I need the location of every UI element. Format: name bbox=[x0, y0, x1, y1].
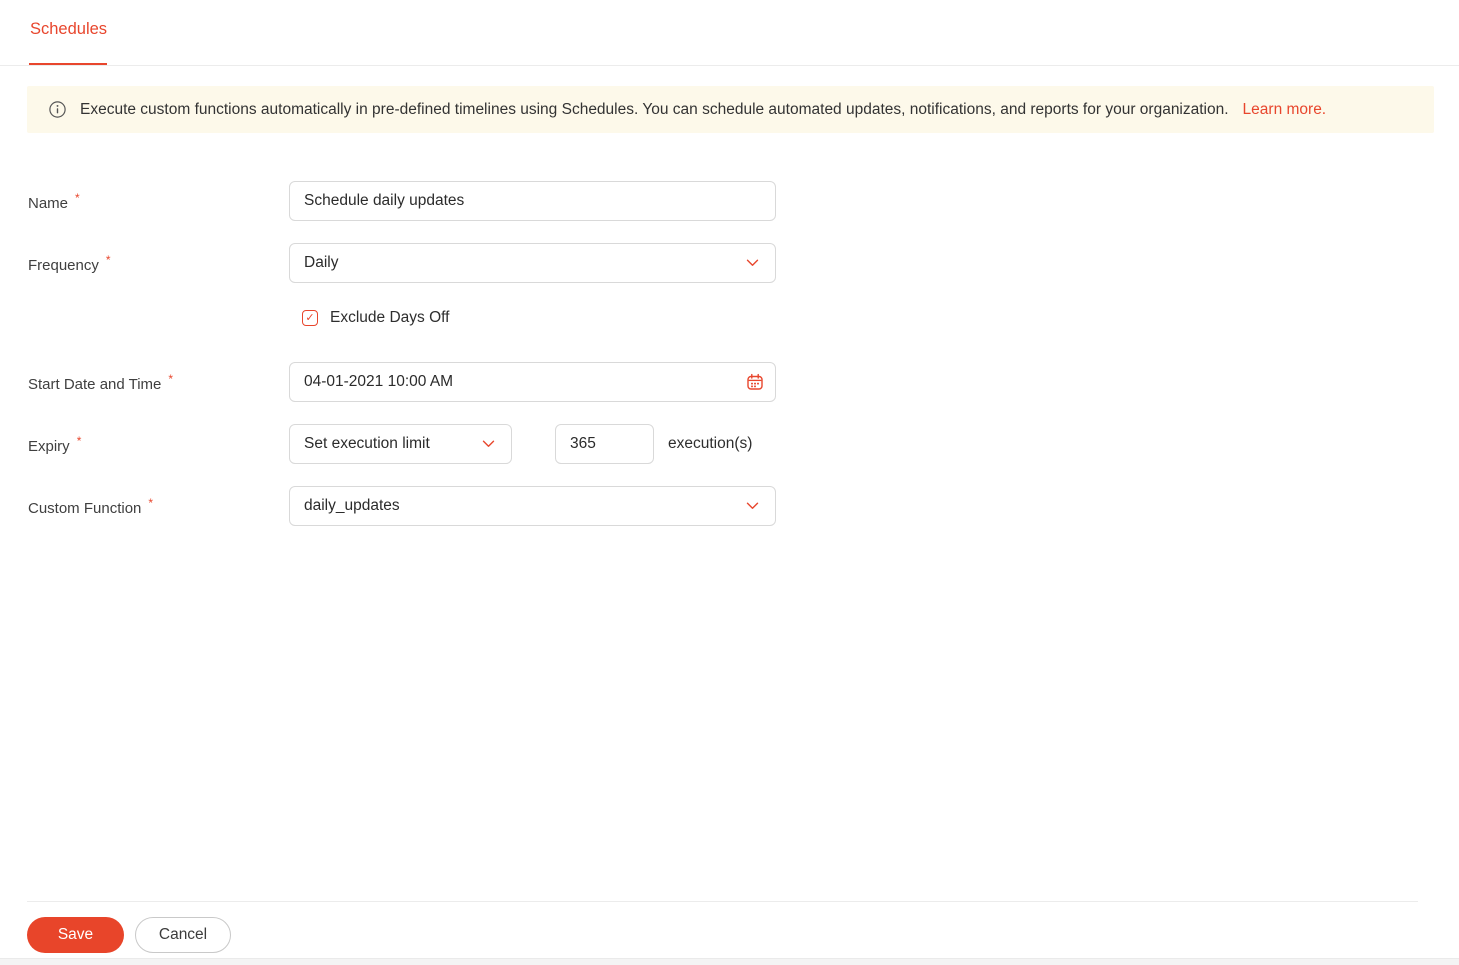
name-row bbox=[28, 181, 1428, 221]
save-button[interactable]: Save bbox=[27, 917, 124, 953]
checkbox-check-icon: ✓ bbox=[305, 311, 315, 324]
expiry-label: Expiry bbox=[28, 437, 70, 455]
frequency-selected-value: Daily bbox=[304, 254, 339, 271]
required-asterisk: * bbox=[148, 495, 154, 510]
exclude-days-off-row bbox=[28, 305, 1428, 331]
expiry-type-selected-value: Set execution limit bbox=[304, 435, 430, 452]
custom-function-select[interactable] bbox=[289, 486, 776, 526]
bottom-edge-strip bbox=[0, 958, 1459, 965]
expiry-label-cell bbox=[28, 434, 289, 455]
required-asterisk: * bbox=[76, 433, 82, 448]
start-date-label: Start Date and Time bbox=[28, 375, 162, 393]
custom-function-selected-value: daily_updates bbox=[304, 497, 400, 514]
footer-buttons bbox=[27, 917, 231, 953]
active-tab-underline bbox=[29, 63, 107, 65]
start-date-input-wrap bbox=[289, 362, 776, 402]
footer-divider bbox=[27, 901, 1418, 902]
exclude-days-off-label[interactable]: Exclude Days Off bbox=[330, 309, 450, 326]
info-banner bbox=[27, 86, 1434, 133]
name-input[interactable] bbox=[289, 181, 776, 221]
start-date-label-cell bbox=[28, 372, 289, 393]
info-icon bbox=[49, 101, 66, 118]
tab-bar bbox=[0, 0, 1459, 66]
start-date-input[interactable] bbox=[289, 362, 776, 402]
required-asterisk: * bbox=[168, 371, 174, 386]
learn-more-link[interactable]: Learn more. bbox=[1242, 100, 1327, 118]
calendar-icon[interactable] bbox=[746, 373, 764, 391]
custom-function-row bbox=[28, 486, 1428, 526]
frequency-select[interactable] bbox=[289, 243, 776, 283]
start-date-row bbox=[28, 362, 1428, 402]
frequency-label-cell bbox=[28, 253, 289, 274]
name-label-cell bbox=[28, 191, 289, 212]
execution-limit-input[interactable] bbox=[555, 424, 654, 464]
tab-schedules[interactable]: Schedules bbox=[30, 20, 108, 38]
custom-function-label: Custom Function bbox=[28, 499, 142, 517]
frequency-row bbox=[28, 243, 1428, 283]
cancel-button[interactable]: Cancel bbox=[135, 917, 231, 953]
schedule-form bbox=[28, 181, 1428, 548]
required-asterisk: * bbox=[105, 252, 111, 267]
chevron-down-icon bbox=[746, 502, 759, 510]
chevron-down-icon bbox=[746, 259, 759, 267]
chevron-down-icon bbox=[482, 440, 495, 448]
execution-unit-label: execution(s) bbox=[668, 435, 753, 452]
name-label: Name bbox=[28, 194, 69, 212]
expiry-type-select[interactable] bbox=[289, 424, 512, 464]
custom-function-label-cell bbox=[28, 496, 289, 517]
required-asterisk: * bbox=[75, 190, 80, 205]
frequency-label: Frequency bbox=[28, 256, 99, 274]
banner-text: Execute custom functions automatically in pre-defined timelines using Schedules. You can schedule automated updates, notifications, and reports for your organization. bbox=[80, 100, 1229, 118]
exclude-days-off-checkbox[interactable] bbox=[302, 310, 318, 326]
expiry-row bbox=[28, 424, 1428, 464]
